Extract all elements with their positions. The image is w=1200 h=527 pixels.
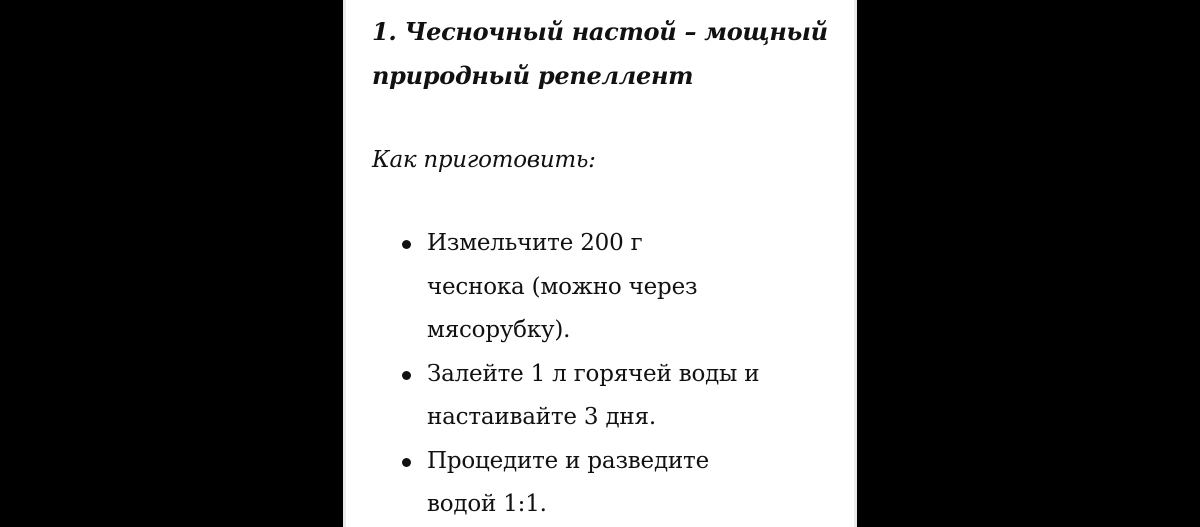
how-to-prepare-label: Как приготовить: bbox=[372, 147, 596, 173]
list-item bbox=[346, 440, 816, 527]
article-page bbox=[343, 0, 857, 527]
step-line: Залейте 1 л горячей воды и bbox=[427, 360, 760, 387]
step-line: Процедите и разведите bbox=[427, 447, 709, 474]
section-heading bbox=[372, 10, 842, 98]
list-item bbox=[346, 222, 816, 353]
step-line: Измельчите 200 г bbox=[427, 230, 643, 256]
list-item bbox=[346, 353, 816, 440]
steps-list bbox=[346, 222, 816, 527]
heading-line-1: 1. Чесночный настой – мощный природный репеллент bbox=[372, 17, 828, 90]
bullet-icon bbox=[402, 240, 411, 249]
bullet-icon bbox=[402, 458, 411, 467]
step-line: чеснока (можно через bbox=[427, 273, 698, 300]
bullet-icon bbox=[402, 371, 411, 380]
step-line: мясорубку). bbox=[427, 317, 571, 343]
step-line: водой 1:1. bbox=[427, 491, 547, 517]
step-line: настаивайте 3 дня. bbox=[427, 404, 656, 430]
